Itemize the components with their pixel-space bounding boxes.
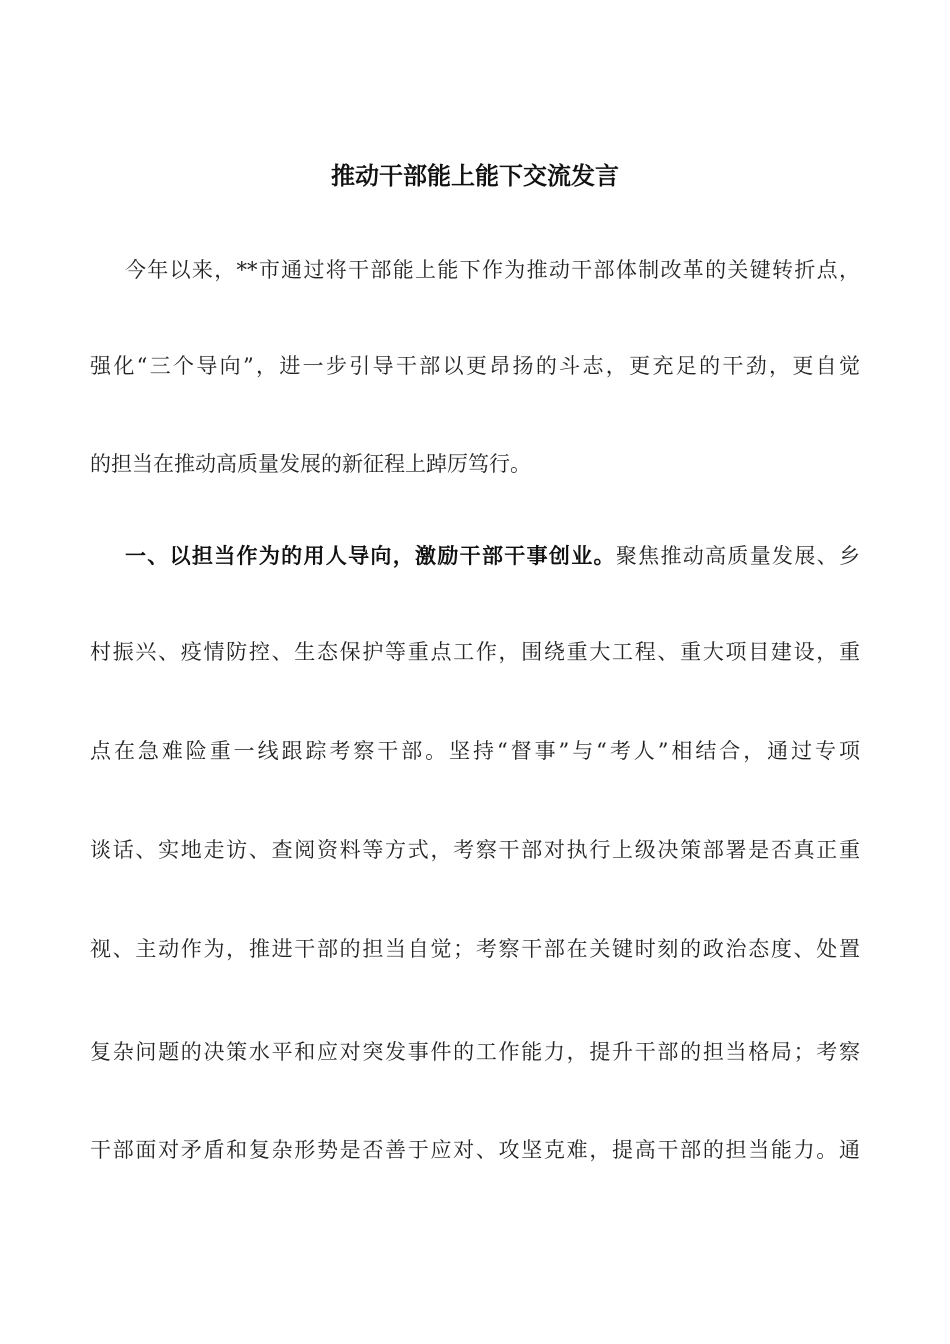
- paragraph-2-line-6: 复杂问题的决策水平和应对突发事件的工作能力，提升干部的担当格局；考察: [90, 1040, 860, 1064]
- paragraph-2-line-7: 干部面对矛盾和复杂形势是否善于应对、攻坚克难，提高干部的担当能力。通: [90, 1138, 860, 1162]
- paragraph-2-line-2: 村振兴、疫情防控、生态保护等重点工作，围绕重大工程、重大项目建设，重: [90, 640, 860, 664]
- paragraph-2-line-1: [125, 538, 860, 574]
- paragraph-2-line-1-rest: 聚焦推动高质量发展、乡: [615, 544, 860, 568]
- paragraph-1-line-1: 今年以来，**市通过将干部能上能下作为推动干部体制改革的关键转折点，: [125, 258, 860, 282]
- paragraph-2-line-4: 谈话、实地走访、查阅资料等方式，考察干部对执行上级决策部署是否真正重: [90, 838, 860, 862]
- document-title: 推动干部能上能下交流发言: [331, 162, 619, 190]
- paragraph-2-line-5: 视、主动作为，推进干部的担当自觉；考察干部在关键时刻的政治态度、处置: [90, 937, 860, 961]
- paragraph-1-line-2: 强化“三个导向”，进一步引导干部以更昂扬的斗志，更充足的干劲，更自觉: [90, 354, 860, 378]
- paragraph-1-line-3: 的担当在推动高质量发展的新征程上踔厉笃行。: [90, 452, 531, 476]
- paragraph-2-line-3: 点在急难险重一线跟踪考察干部。坚持“督事”与“考人”相结合，通过专项: [90, 739, 860, 763]
- section-heading-1: 一、以担当作为的用人导向，激励干部干事创业。: [125, 544, 616, 568]
